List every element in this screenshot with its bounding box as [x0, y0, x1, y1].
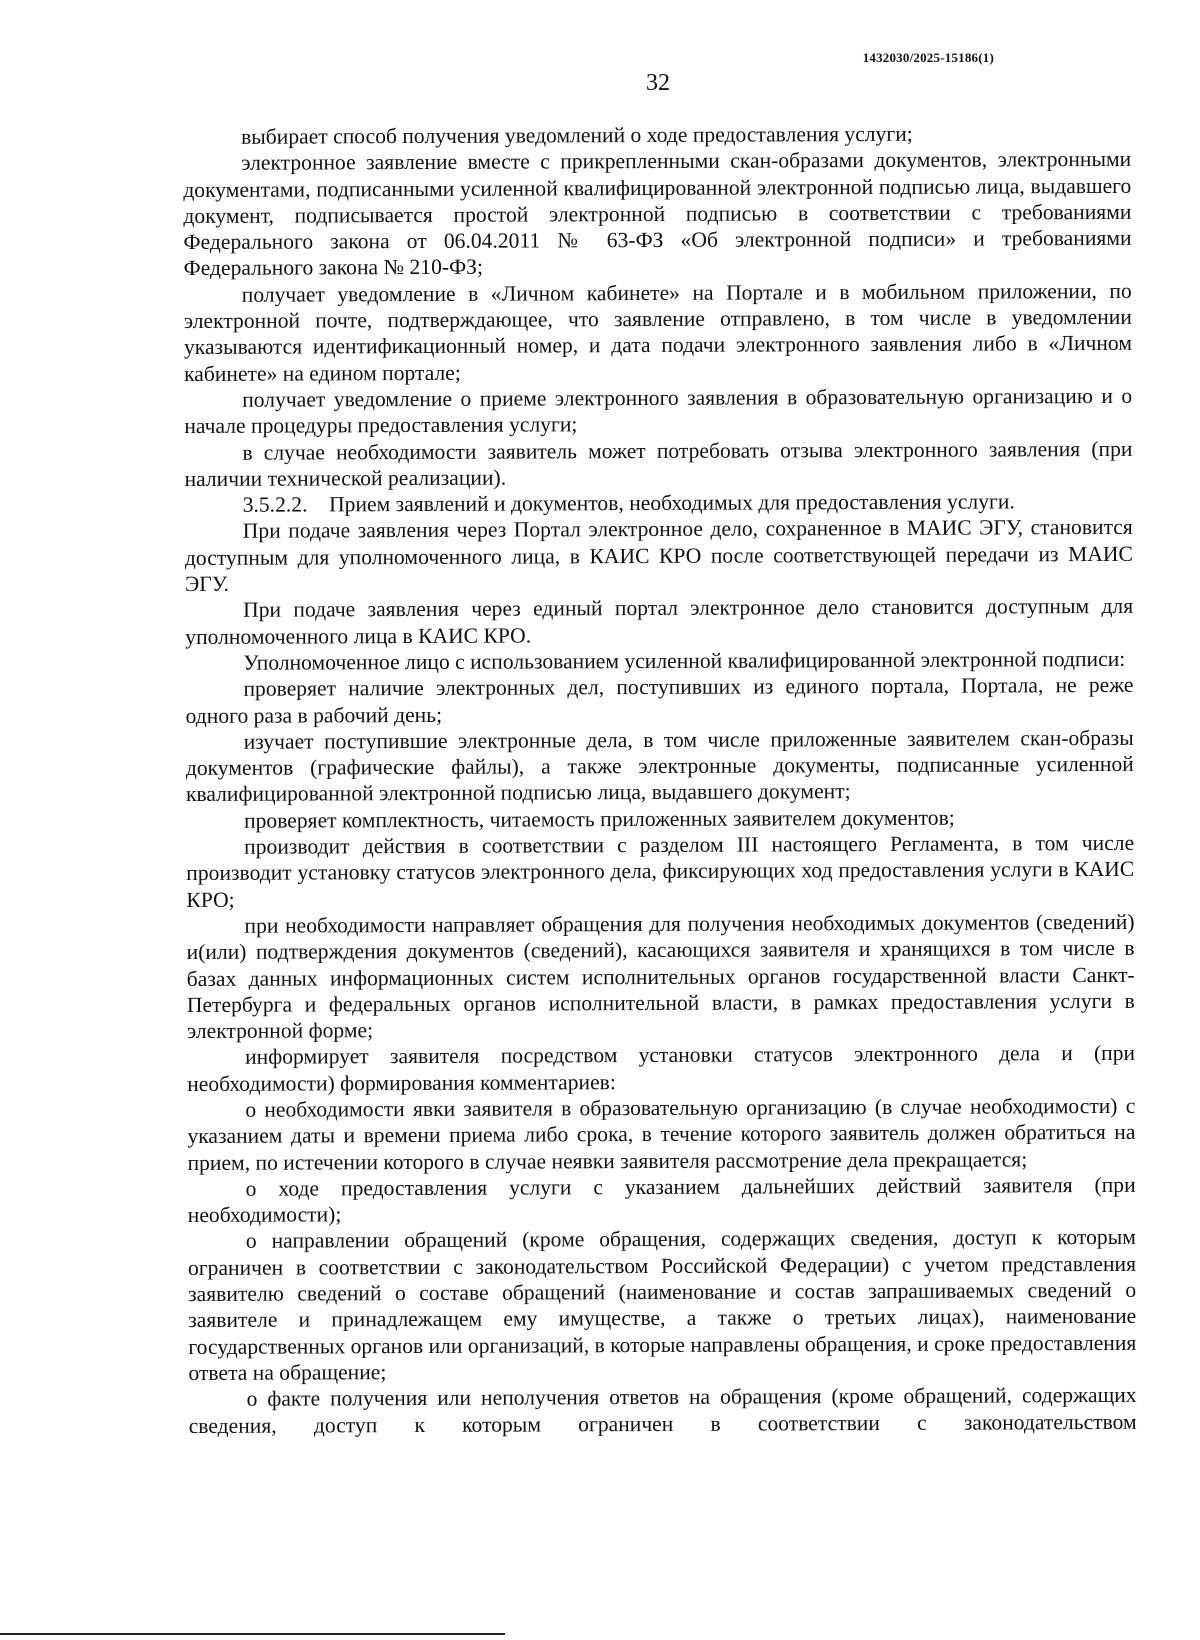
paragraph: получает уведомление о приеме электронного заявления в образовательную организацию и о начале процедуры предоставления услуги; [184, 383, 1133, 439]
paragraph: о факте получения или неполучения ответов на обращения (кроме обращений, содержащих сведения, доступ к которым ограничен в соответствии с законодательством [188, 1383, 1137, 1438]
paragraph: выбирает способ получения уведомлений о ходе предоставления услуги; [241, 121, 913, 149]
paragraph: в случае необходимости заявитель может потребовать отзыва электронного заявления (при наличии технической реализации). [184, 436, 1133, 491]
paragraph: электронное заявление вместе с прикрепленными скан-образами документов, электронными документами, подписанными усиленной квалифицированной электронной подписью лица, выдавшего документ, подписывается простой электронной подписью в соответствии с требованиями Федерального закона от 06.04.2011 № 63-ФЗ «Об электронной подписи» и требованиями Федерального закона № 210-ФЗ; [183, 147, 1132, 281]
paragraph: изучает поступившие электронные дела, в том числе приложенные заявителем скан-образы документов (графические файлы), а также электронные документы, подписанные усиленной квалифицированной электронной подписью лица, выдавшего документ; [185, 725, 1134, 807]
section-heading-3-5-2-2: 3.5.2.2. Прием заявлений и документов, необходимых для предоставления услуги. [242, 489, 1015, 517]
paragraph: о необходимости явки заявителя в образовательную организацию (в случае необходимости) с указанием даты и времени приема либо срока, в течение которого заявитель должен обратиться на прием, по истечении которого в случае неявки заявителя рассмотрение дела прекращается; [187, 1093, 1136, 1175]
paragraph: При подаче заявления через Портал электронное дело, сохраненное в МАИС ЭГУ, становится доступным для уполномоченного лица, в КАИС КРО после соответствующей передачи из МАИС ЭГУ. [184, 515, 1133, 597]
paragraph: Уполномоченное лицо с использованием усиленной квалифицированной электронной подписи: [243, 646, 1126, 675]
paragraph: проверяет комплектность, читаемость приложенных заявителем документов; [243, 805, 955, 833]
paragraph: получает уведомление в «Личном кабинете» на Портале и в мобильном приложении, по электронной почте, подтверждающее, что заявление отправлено, в том числе в уведомлении указываются идентификационный номер, и дата подачи электронного заявления либо в «Личном кабинете» на едином портале; [183, 278, 1133, 386]
document-registration-number: 1432030/2025-15186(1) [862, 50, 994, 65]
page-bottom-rule [0, 1633, 505, 1635]
paragraph: проверяет наличие электронных дел, поступивших из единого портала, Портала, не реже одного раза в рабочий день; [185, 673, 1134, 728]
paragraph: производит действия в соответствии с разделом III настоящего Регламента, в том числе производит установку статусов электронного дела, фиксирующих ход предоставления услуги в КАИС КРО; [186, 830, 1135, 912]
page-number: 32 [646, 70, 670, 96]
paragraph: при необходимости направляет обращения для получения необходимых документов (сведений) и(или) подтверждения документов (сведений), касающихся заявителя и хранящихся в том числе в базах данных информационных систем исполнительных органов государственной власти Санкт-Петербурга и федеральных органов исполнительной власти, в рамках предоставления услуги в электронной форме; [186, 909, 1135, 1044]
paragraph: о ходе предоставления услуги с указанием дальнейших действий заявителя (при необходимости); [187, 1172, 1136, 1228]
document-body [183, 120, 1137, 1439]
paragraph: о направлении обращений (кроме обращения, содержащих сведения, доступ к которым ограничен в соответствии с законодательством Российской Федерации) с учетом представления заявителю сведений о составе обращений (наименование и состав запрашиваемых сведений о заявителе и принадлежащем ему имуществе, а также о третьих лицах), наименование государственных органов или организаций, в которые направлены обращения, и сроке предоставления ответа на обращение; [187, 1225, 1137, 1385]
paragraph: информирует заявителя посредством установки статусов электронного дела и (при необходимости) формирования комментариев: [187, 1041, 1136, 1096]
paragraph: При подаче заявления через единый портал электронное дело становится доступным для уполномоченного лица в КАИС КРО. [185, 594, 1134, 649]
